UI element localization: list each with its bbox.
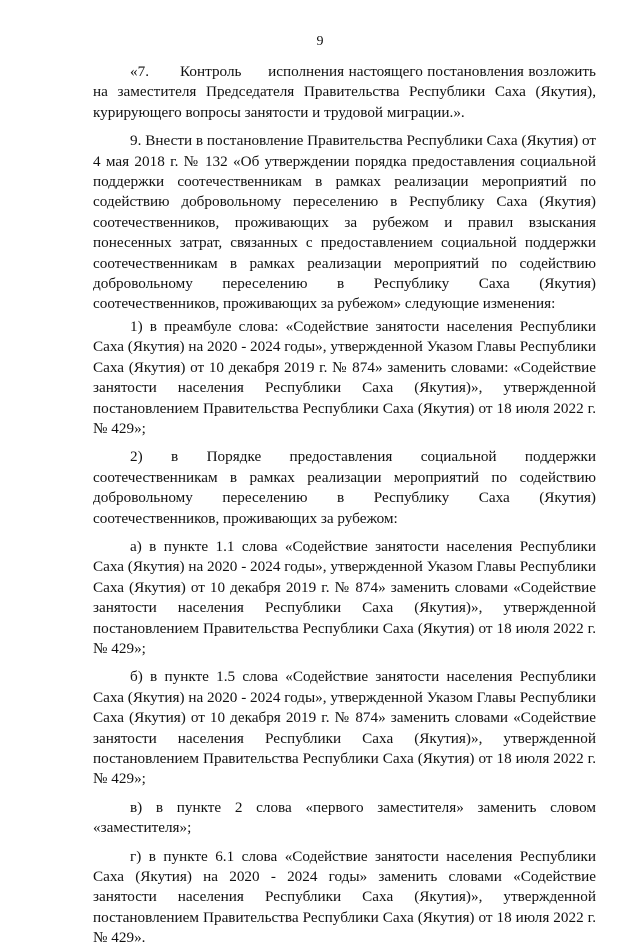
paragraph-subitem-1: 1) в преамбуле слова: «Содействие занятости населения Республики Саха (Якутия) на 2020 - 2024 годы», утвержденной Указом Главы Республики Саха (Якутия) от 10 декабря 2019 г. № 874» заменить словами: «Содействие занятости населения Республики Саха (Якутия)», утвержденной постановлением Правительства Республики Саха (Якутия) от 18 июля 2022 г. № 429»; [93,317,596,437]
page-number: 9 [316,34,324,49]
paragraph-item-9: 9. Внести в постановление Правительства Республики Саха (Якутия) от 4 мая 2018 г. № 132 «Об утверждении порядка предоставления социальной поддержки соотечественникам в рамках реализации мероприятий по содействию добровольному переселению в Республику Саха (Якутия) соотечественников, проживающих за рубежом и правил взыскания понесенных затрат, связанных с предоставлением социальной поддержки соотечественникам в рамках реализации мероприятий по содействию добровольному переселению в Республику Саха (Якутия) соотечественников, проживающих за рубежом» следующие изменения: [93,132,596,313]
paragraph-clause-7: «7. Контроль исполнения настоящего постановления возложить на заместителя Председателя Правительства Республики Саха (Якутия), курирующего вопросы занятости и трудовой миграции.». [93,63,596,121]
paragraph-subitem-2: 2) в Порядке предоставления социальной поддержки соотечественникам в рамках реализации мероприятий по содействию добровольному переселению в Республику Саха (Якутия) соотечественников, проживающих за рубежом: [93,448,596,527]
paragraph-subitem-v: в) в пункте 2 слова «первого заместителя» заменить словом «заместителя»; [93,798,596,837]
paragraph-subitem-g: г) в пункте 6.1 слова «Содействие занятости населения Республики Саха (Якутия) на 2020 - 2024 годы» заменить словами «Содействие занятости населения Республики Саха (Якутия)», утвержденной постановлением Правительства Республики Саха (Якутия) от 18 июля 2022 г. № 429». [93,847,596,947]
paragraph-subitem-a: а) в пункте 1.1 слова «Содействие занятости населения Республики Саха (Якутия) на 2020 - 2024 годы», утвержденной Указом Главы Республики Саха (Якутия) от 10 декабря 2019 г. № 874» заменить словами «Содействие занятости населения Республики Саха (Якутия)», утвержденной постановлением Правительства Республики Саха (Якутия) от 18 июля 2022 г. № 429»; [93,537,596,657]
document-body [93,62,596,951]
paragraph-subitem-b: б) в пункте 1.5 слова «Содействие занятости населения Республики Саха (Якутия) на 2020 - 2024 годы», утвержденной Указом Главы Республики Саха (Якутия) от 10 декабря 2019 г. № 874» заменить словами «Содействие занятости населения Республики Саха (Якутия)», утвержденной постановлением Правительства Республики Саха (Якутия) от 18 июля 2022 г. № 429»; [93,668,596,788]
